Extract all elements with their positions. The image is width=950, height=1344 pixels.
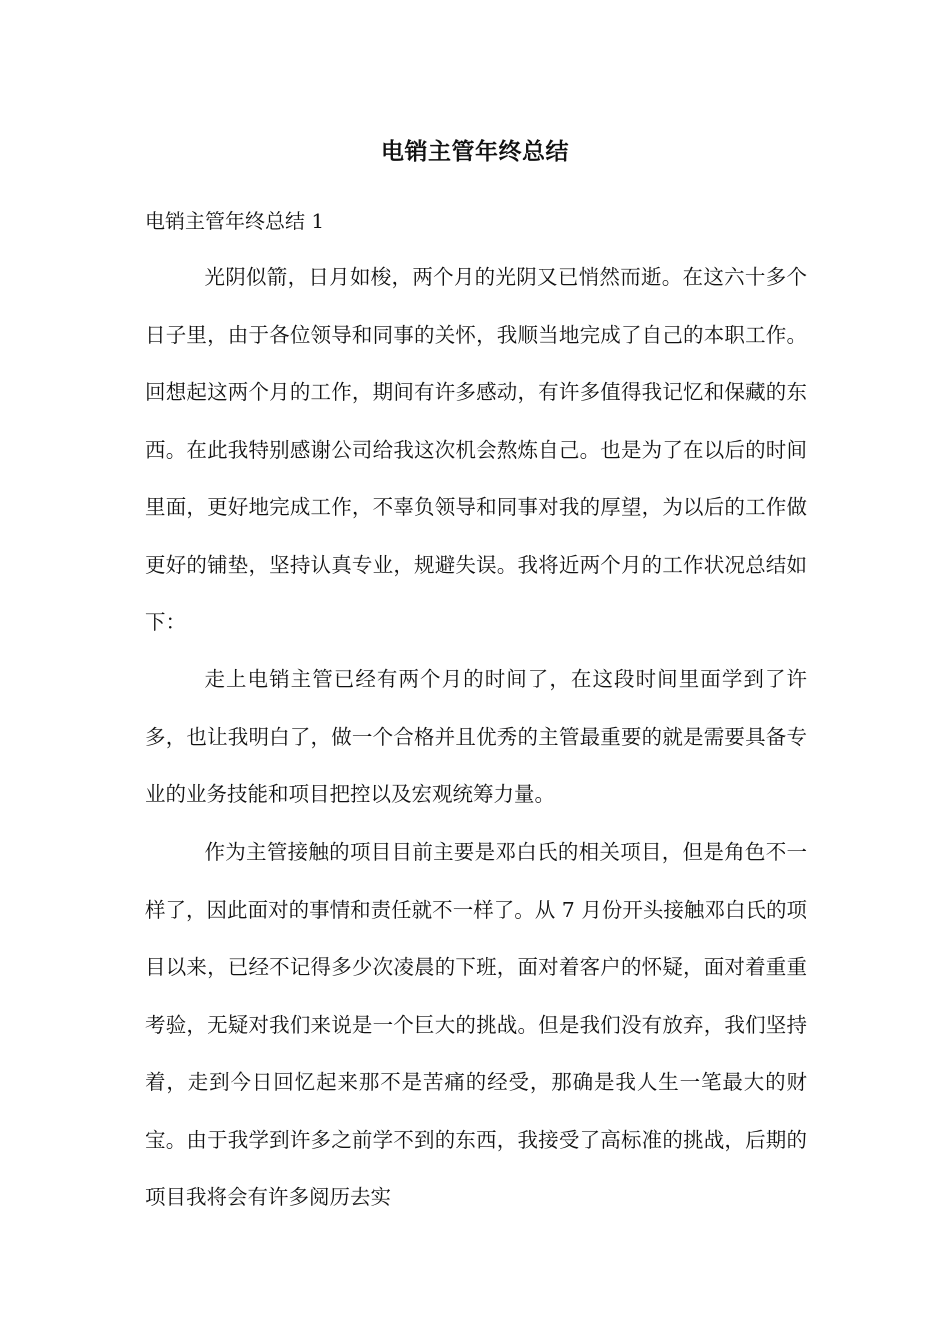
paragraph-1: 光阴似箭，日月如梭，两个月的光阴又已悄然而逝。在这六十多个日子里，由于各位领导和同事的关怀，我顺当地完成了自己的本职工作。回想起这两个月的工作，期间有许多感动，有许多值得我记忆和保藏的东西。在此我特别感谢公司给我这次机会熬炼自己。也是为了在以后的时间里面，更好地完成工作，不辜负领导和同事对我的厚望，为以后的工作做更好的铺垫，坚持认真专业，规避失误。我将近两个月的工作状况总结如下： — [145, 265, 807, 634]
section-heading: 电销主管年终总结 1 — [145, 209, 325, 233]
paragraph-2: 走上电销主管已经有两个月的时间了，在这段时间里面学到了许多，也让我明白了，做一个合格并且优秀的主管最重要的就是需要具备专业的业务技能和项目把控以及宏观统筹力量。 — [145, 667, 807, 806]
paragraph-3: 作为主管接触的项目目前主要是邓白氏的相关项目，但是角色不一样了，因此面对的事情和责任就不一样了。从 7 月份开头接触邓白氏的项目以来，已经不记得多少次凌晨的下班，面对着客户的怀疑，面对着重重考验，无疑对我们来说是一个巨大的挑战。但是我们没有放弃，我们坚持着，走到今日回忆起来那不是苦痛的经受，那确是我人生一笔最大的财宝。由于我学到许多之前学不到的东西，我接受了高标准的挑战，后期的项目我将会有许多阅历去实 — [145, 840, 807, 1209]
document-title: 电销主管年终总结 — [381, 138, 569, 165]
